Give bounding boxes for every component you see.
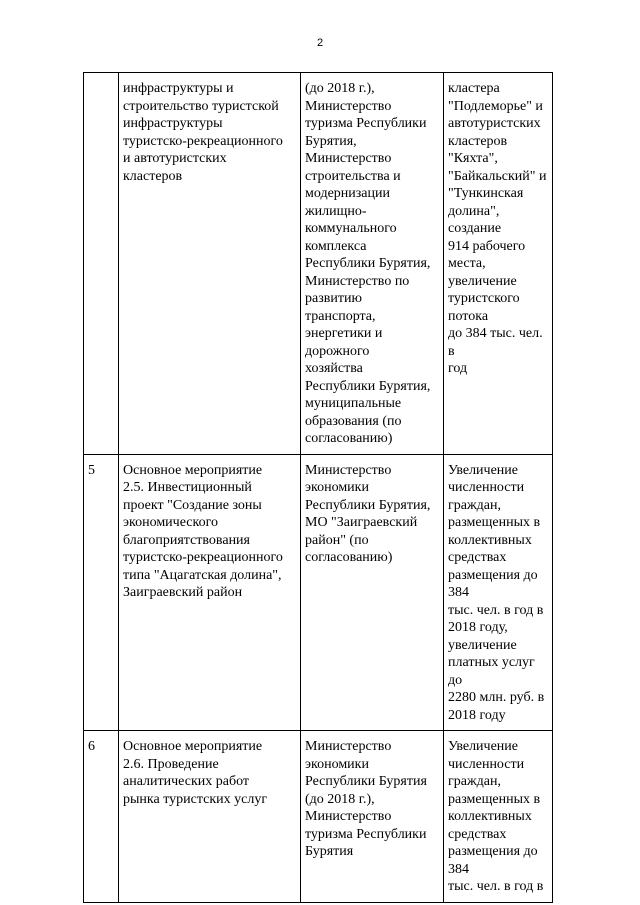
row-number: 5 (88, 462, 95, 478)
table-row (84, 454, 553, 731)
executors-text: Министерство экономики Республики Бурятия (до 2018 г.), Министерство туризма Республики Бурятия (305, 739, 427, 859)
row-number-cell (84, 454, 119, 731)
result-cell (444, 454, 553, 731)
event-text: Основное мероприятие 2.6. Проведение аналитических работ рынка туристских услуг (123, 739, 268, 807)
event-cell (119, 454, 301, 731)
executors-cell (301, 454, 444, 731)
page-number: 2 (316, 37, 324, 49)
executors-text: Министерство экономики Республики Бурятия, МО "Заиграевский район" (по согласованию) (305, 462, 431, 565)
result-text: кластера "Подлеморье" и автотуристских кластеров "Кяхта", "Байкальский" и "Тункинская долина", создание 914 рабочего места, увеличение туристского потока до 384 тыс. чел. в год (448, 81, 547, 376)
table-row (84, 731, 553, 903)
executors-cell (301, 73, 444, 455)
result-cell (444, 731, 553, 903)
executors-text: (до 2018 г.), Министерство туризма Республики Бурятия, Министерство строительства и модернизации жилищно- коммунального комплекса Республики Бурятия, Министерство по развитию транспорта, энергетики и дорожного хозяйства Республики Бурятия, муниципальные образования (по согласованию) (305, 81, 431, 446)
result-cell (444, 73, 553, 455)
event-cell (119, 731, 301, 903)
executors-cell (301, 731, 444, 903)
measures-table (83, 72, 553, 903)
table-row (84, 73, 553, 455)
event-text: Основное мероприятие 2.5. Инвестиционный проект "Создание зоны экономического благоприятствования туристско-рекреационного типа "Ацагатская долина", Заиграевский район (123, 462, 283, 600)
result-text: Увеличение численности граждан, размещенных в коллективных средствах размещения до 384 тыс. чел. в год в (448, 739, 544, 894)
result-text: Увеличение численности граждан, размещенных в коллективных средствах размещения до 384 тыс. чел. в год в 2018 году, увеличение платных услуг до 2280 млн. руб. в 2018 году (448, 462, 545, 723)
event-cell (119, 73, 301, 455)
row-number-cell (84, 73, 119, 455)
row-number-cell (84, 731, 119, 903)
event-text: инфраструктуры и строительство туристской инфраструктуры туристско-рекреационного и автотуристских кластеров (123, 81, 283, 184)
row-number: 6 (88, 739, 95, 754)
